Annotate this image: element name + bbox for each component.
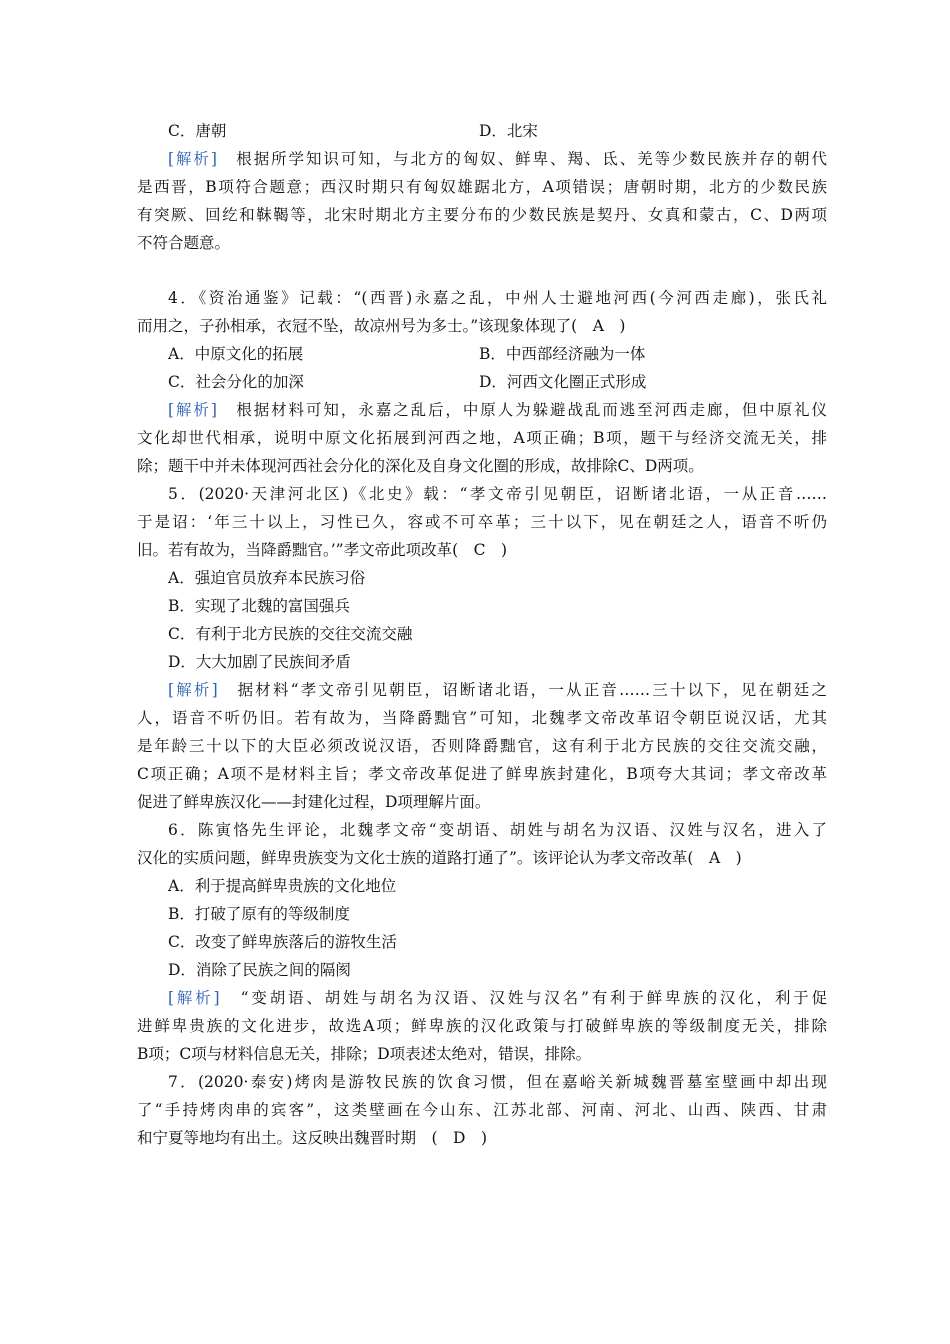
q5-option-c: C．有利于北方民族的交往交流交融 bbox=[168, 625, 413, 643]
q4-option-d: D．河西文化圈正式形成 bbox=[479, 373, 647, 391]
q5-analysis-line: C项正确；A项不是材料主旨；孝文帝改革促进了鲜卑族封建化，B项夸大其词；孝文帝改革 bbox=[137, 765, 827, 783]
q3-option-d: D．北宋 bbox=[479, 122, 538, 140]
q4-analysis-line: 除；题干中并未体现河西社会分化的深化及自身文化圈的形成，故排除C、D两项。 bbox=[137, 457, 704, 475]
q5-option-a: A．强迫官员放弃本民族习俗 bbox=[168, 569, 366, 587]
q4-analysis-line: [解析] 根据材料可知，永嘉之乱后，中原人为躲避战乱而逃至河西走廊，但中原礼仪 bbox=[168, 401, 827, 419]
q5-stem-line: 5．(2020·天津河北区)《北史》载：“孝文帝引见朝臣，诏断诸北语，一从正音…… bbox=[168, 485, 827, 503]
q6-option-a: A．利于提高鲜卑贵族的文化地位 bbox=[168, 877, 397, 895]
q7-stem-line: 7．(2020·泰安)烤肉是游牧民族的饮食习惯，但在嘉峪关新城魏晋墓室壁画中却出现 bbox=[168, 1073, 827, 1091]
analysis-tag: [解析] bbox=[168, 989, 220, 1007]
q6-option-c: C．改变了鲜卑族落后的游牧生活 bbox=[168, 933, 397, 951]
q5-analysis-line: 人，语音不听仍旧。若有故为，当降爵黜官”可知，北魏孝文帝改革诏令朝臣说汉话，尤其 bbox=[137, 709, 827, 727]
analysis-tag: [解析] bbox=[168, 150, 217, 168]
q3-option-c: C．唐朝 bbox=[168, 122, 227, 140]
q4-option-a: A．中原文化的拓展 bbox=[168, 345, 304, 363]
q5-option-b: B．实现了北魏的富国强兵 bbox=[168, 597, 350, 615]
q6-analysis-line: [解析] “变胡语、胡姓与胡名为汉语、汉姓与汉名”有利于鲜卑族的汉化，利于促 bbox=[168, 989, 827, 1007]
q5-option-d: D．大大加剧了民族间矛盾 bbox=[168, 653, 351, 671]
q3-analysis-line: 有突厥、回纥和靺鞨等，北宋时期北方主要分布的少数民族是契丹、女真和蒙古，C、D两项 bbox=[137, 206, 827, 224]
q6-option-d: D．消除了民族之间的隔阂 bbox=[168, 961, 351, 979]
analysis-tag: [解析] bbox=[168, 401, 217, 419]
q5-stem-line: 于是诏：‘年三十以上，习性已久，容或不可卒革；三十以下，见在朝廷之人，语音不听仍 bbox=[137, 513, 827, 531]
q6-stem-line: 6．陈寅恪先生评论，北魏孝文帝“变胡语、胡姓与胡名为汉语、汉姓与汉名，进入了 bbox=[168, 821, 827, 839]
q7-stem-line: 和宁夏等地均有出土。这反映出魏晋时期 ( D ) bbox=[137, 1129, 488, 1147]
q7-stem-line: 了“手持烤肉串的宾客”，这类壁画在今山东、江苏北部、河南、河北、山西、陕西、甘肃 bbox=[137, 1101, 827, 1119]
q3-analysis-line: 是西晋，B项符合题意；西汉时期只有匈奴雄踞北方，A项错误；唐朝时期，北方的少数民族 bbox=[137, 178, 827, 196]
q4-analysis-line: 文化却世代相承，说明中原文化拓展到河西之地，A项正确；B项，题干与经济交流无关，排 bbox=[137, 429, 827, 447]
q3-analysis-line: [解析] 根据所学知识可知，与北方的匈奴、鲜卑、羯、氐、羌等少数民族并存的朝代 bbox=[168, 150, 827, 168]
q5-analysis-line: 是年龄三十以下的大臣必须改说汉语，否则降爵黜官，这有利于北方民族的交往交流交融， bbox=[137, 737, 827, 755]
q6-analysis-line: 进鲜卑贵族的文化进步，故选A项；鲜卑族的汉化政策与打破鲜卑族的等级制度无关，排除 bbox=[137, 1017, 827, 1035]
q6-analysis-line: B项；C项与材料信息无关，排除；D项表述太绝对，错误，排除。 bbox=[137, 1045, 592, 1063]
q5-analysis-line: [解析] 据材料“孝文帝引见朝臣，诏断诸北语，一从正音……三十以下，见在朝廷之 bbox=[168, 681, 827, 699]
q4-option-b: B．中西部经济融为一体 bbox=[479, 345, 646, 363]
q4-stem-line: 而用之，子孙相承，衣冠不坠，故凉州号为多士。”该现象体现了( A ) bbox=[137, 317, 626, 335]
q5-stem-line: 旧。若有故为，当降爵黜官。’”孝文帝此项改革( C ) bbox=[137, 541, 508, 559]
q6-option-b: B．打破了原有的等级制度 bbox=[168, 905, 350, 923]
analysis-tag: [解析] bbox=[168, 681, 218, 699]
q4-stem-line: 4．《资治通鉴》记载：“(西晋)永嘉之乱，中州人士避地河西(今河西走廊)，张氏礼 bbox=[168, 289, 827, 307]
q5-analysis-line: 促进了鲜卑族汉化——封建化过程，D项理解片面。 bbox=[137, 793, 491, 811]
q3-analysis-line: 不符合题意。 bbox=[137, 234, 231, 252]
q6-stem-line: 汉化的实质问题，鲜卑贵族变为文化士族的道路打通了”。该评论认为孝文帝改革( A ) bbox=[137, 849, 742, 867]
q4-option-c: C．社会分化的加深 bbox=[168, 373, 304, 391]
